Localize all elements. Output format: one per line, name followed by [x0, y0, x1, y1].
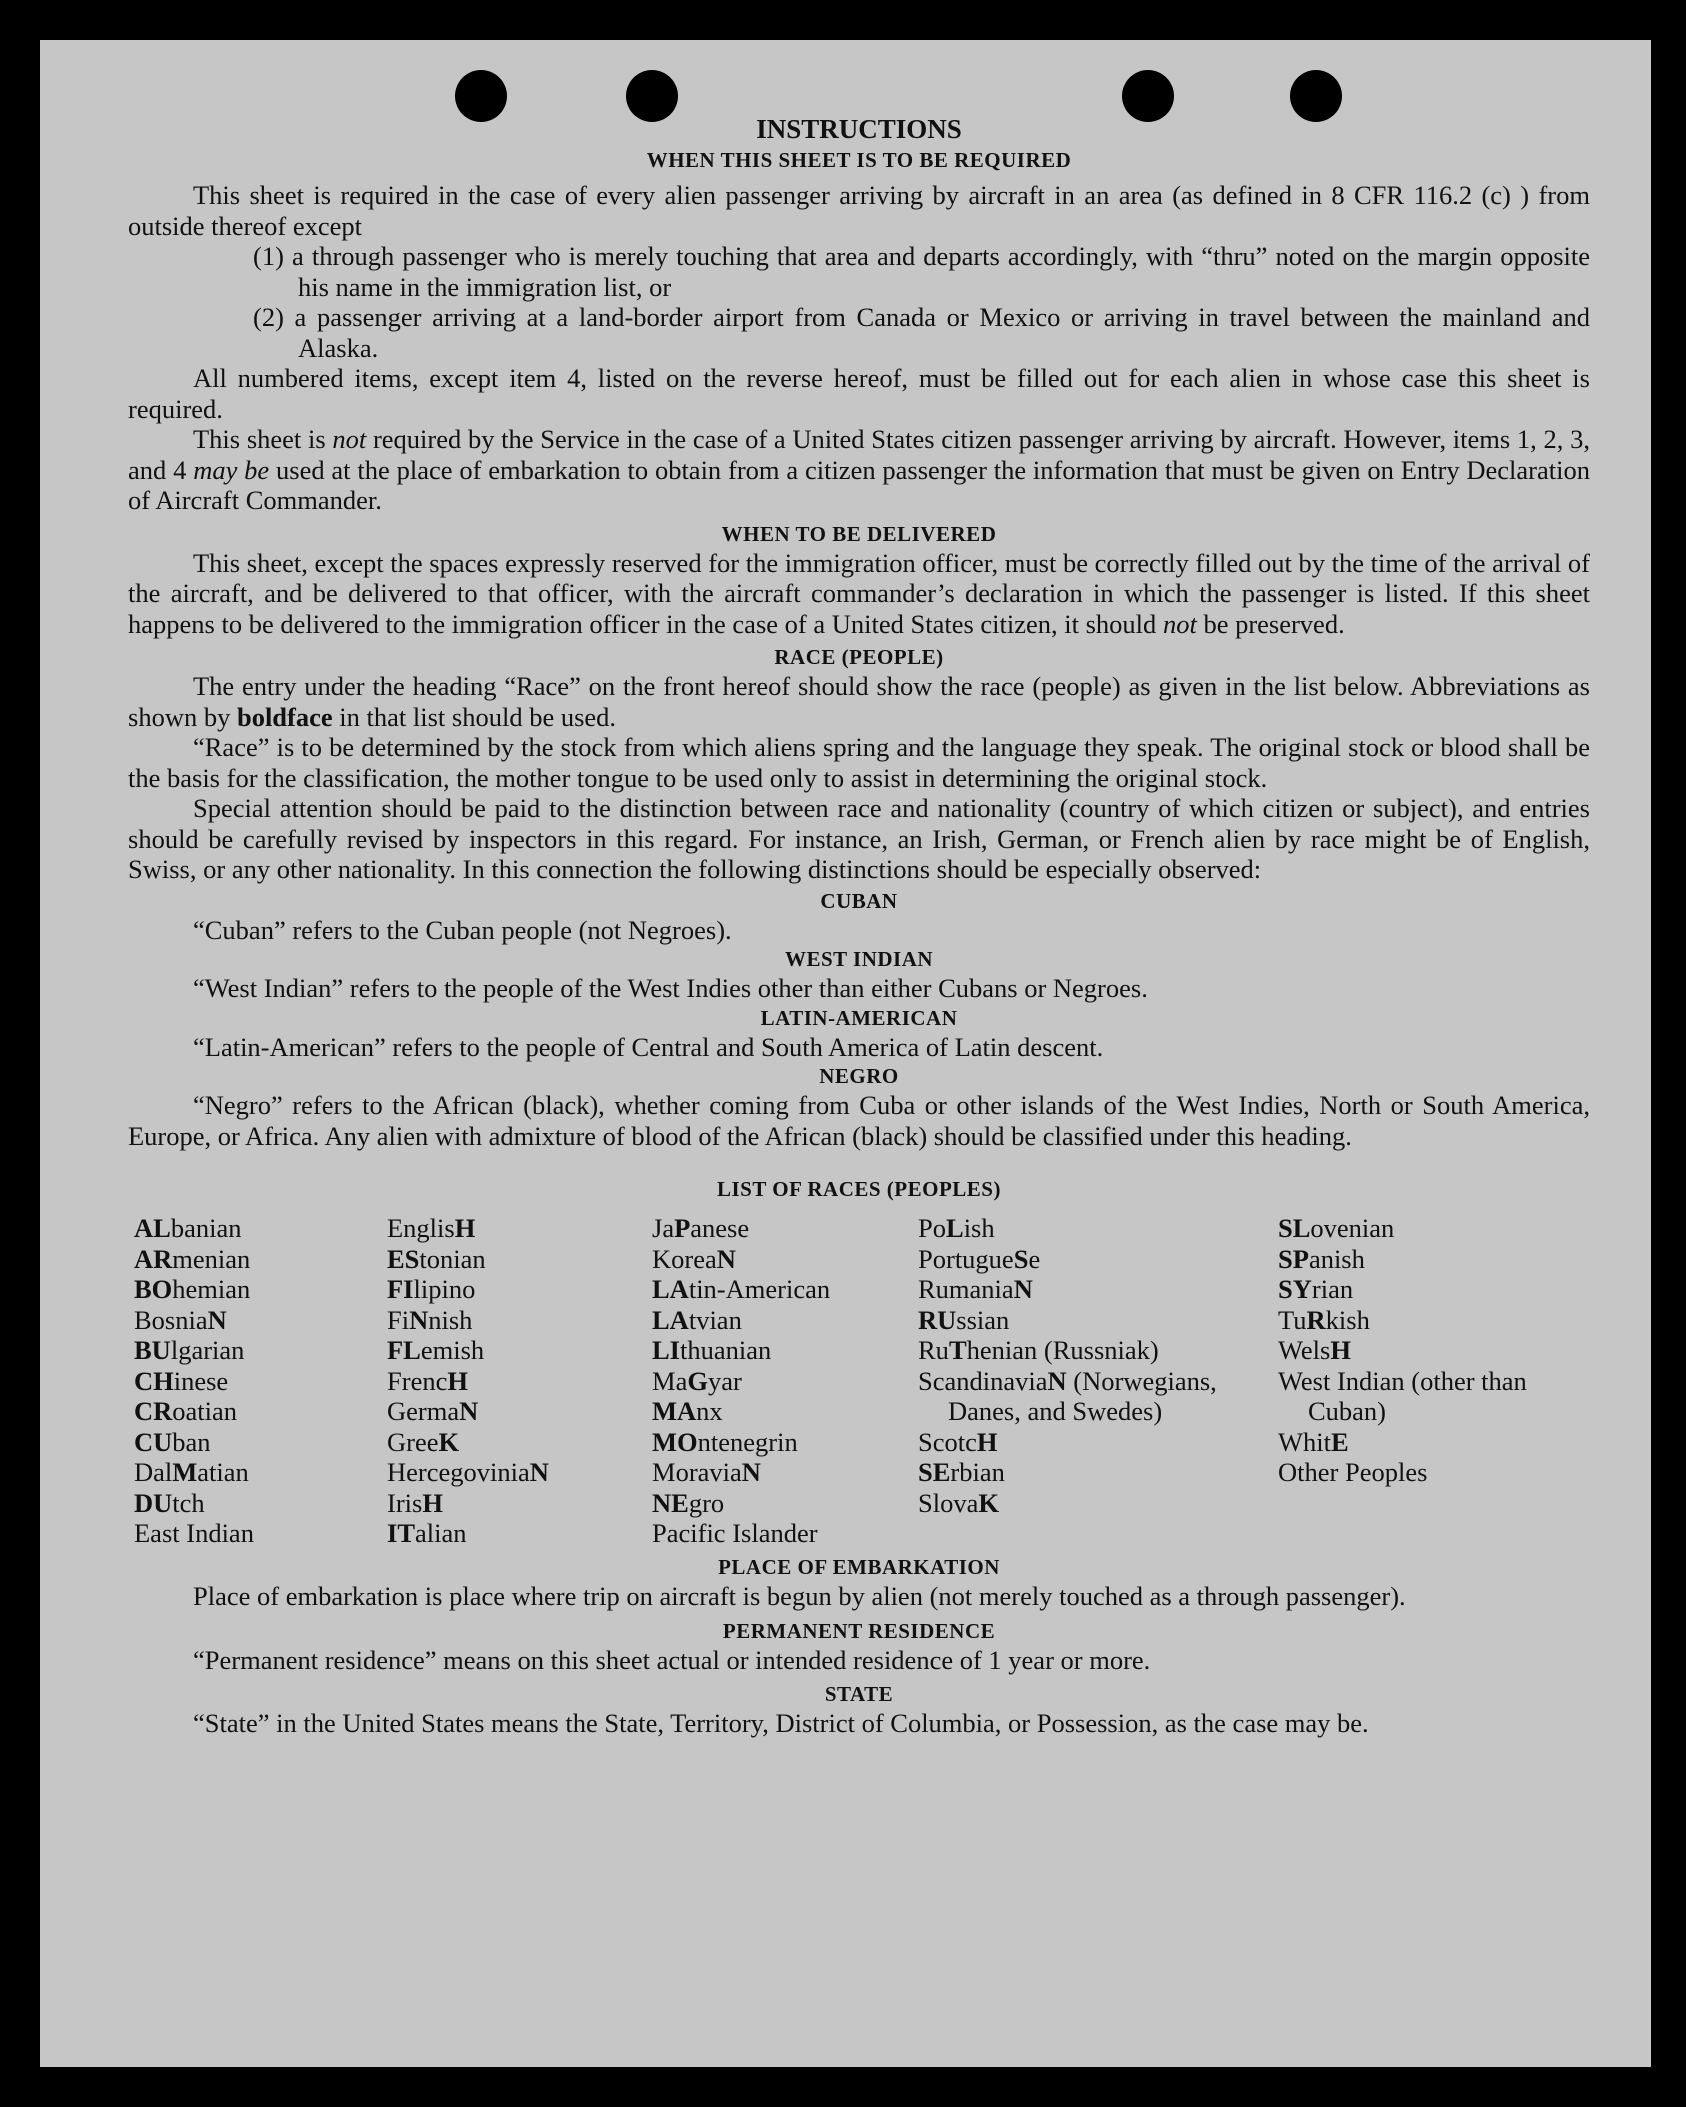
race-item: GermaN: [387, 1396, 479, 1426]
race-item: CHinese: [134, 1365, 229, 1396]
races-column: [652, 1213, 918, 1549]
race-item: SYrian: [1278, 1274, 1354, 1304]
heading-embarkation: PLACE OF EMBARKATION: [718, 1554, 1000, 1579]
heading-cuban: CUBAN: [820, 888, 898, 913]
paragraph: “West Indian” refers to the people of the West Indies other than either Cubans or Negroes.: [193, 973, 1148, 1003]
heading-west-indian: WEST INDIAN: [784, 947, 934, 971]
paragraph: The entry under the heading “Race” on the front hereof should show the race (people) as given in the list below. Abbreviations as shown by boldface in that list should be used.: [128, 671, 1590, 732]
race-item: SErbian: [918, 1457, 1005, 1487]
race-item: KoreaN: [652, 1243, 736, 1274]
race-item: FiNnish: [387, 1304, 473, 1335]
race-item: ITalian: [387, 1518, 467, 1548]
race-item: Pacific Islander: [652, 1518, 818, 1548]
race-item: TuRkish: [1278, 1304, 1370, 1335]
race-item: SLovenian: [1278, 1213, 1395, 1243]
race-item: DalMatian: [134, 1457, 249, 1487]
race-item: JaPanese: [652, 1213, 750, 1243]
exception-item-2: (2) a passenger arriving at a land-border airport from Canada or Mexico or arriving in travel between the mainland and Alaska.: [253, 302, 1590, 363]
race-item: ScotcH: [918, 1426, 998, 1457]
race-item: WelsH: [1278, 1335, 1351, 1365]
race-item: MoraviaN: [652, 1457, 761, 1487]
race-item: DUtch: [134, 1487, 205, 1518]
race-item: PoLish: [918, 1213, 995, 1243]
paragraph: Place of embarkation is place where trip on aircraft is begun by alien (not merely touched as a through passenger).: [193, 1580, 1406, 1611]
race-item: BosniaN: [134, 1304, 227, 1335]
race-item: MaGyar: [652, 1365, 742, 1396]
races-column: [918, 1213, 1278, 1549]
paragraph: “State” in the United States means the State, Territory, District of Columbia, or Possession, as the case may be.: [193, 1707, 1369, 1738]
race-item: RUssian: [918, 1304, 1010, 1335]
races-list: [134, 1213, 1590, 1549]
race-item: GreeK: [387, 1426, 460, 1457]
race-item: FIlipino: [387, 1274, 476, 1304]
race-item: LAtvian: [652, 1304, 742, 1335]
race-item: East Indian: [134, 1518, 254, 1548]
races-column: [134, 1213, 387, 1549]
race-item: SlovaK: [918, 1487, 999, 1518]
race-item: RuThenian (Russniak): [918, 1335, 1159, 1365]
paragraph: “Cuban” refers to the Cuban people (not Negroes).: [193, 914, 732, 945]
race-item: BOhemian: [134, 1274, 251, 1304]
race-item: LIthuanian: [652, 1335, 772, 1365]
race-item: HercegoviniaN: [387, 1457, 549, 1487]
paragraph: “Permanent residence” means on this sheet actual or intended residence of 1 year or more.: [193, 1645, 1151, 1675]
document-sheet: [40, 40, 1651, 2067]
heading-negro: NEGRO: [819, 1064, 899, 1088]
heading-when-delivered: WHEN TO BE DELIVERED: [721, 521, 997, 546]
races-column: [1278, 1213, 1578, 1549]
race-item: LAtin-American: [652, 1274, 831, 1304]
paragraph: “Race” is to be determined by the stock from which aliens spring and the language they speak. The original stock or blood shall be the basis for the classification, the mother tongue to be used only to assist in determining the original stock.: [128, 732, 1590, 793]
heading-state: STATE: [824, 1681, 894, 1706]
race-item: Other Peoples: [1278, 1457, 1428, 1487]
heading-race: RACE (PEOPLE): [774, 645, 944, 669]
race-item: BUlgarian: [134, 1335, 245, 1365]
paragraph: “Negro” refers to the African (black), whether coming from Cuba or other islands of the West Indies, North or South America, Europe, or Africa. Any alien with admixture of blood of the African (black) should be classified under this heading.: [128, 1090, 1590, 1151]
race-item: EStonian: [387, 1243, 486, 1274]
race-item: EnglisH: [387, 1213, 476, 1243]
race-item: CUban: [134, 1426, 211, 1457]
race-item: CRoatian: [134, 1396, 238, 1426]
paragraph: This sheet is not required by the Service in the case of a United States citizen passenger arriving by aircraft. However, items 1, 2, 3, and 4 may be used at the place of embarkation to obtain from a citizen passenger the information that must be given on Entry Declaration of Aircraft Commander.: [128, 424, 1590, 515]
race-item: SPanish: [1278, 1243, 1365, 1274]
heading-latin-american: LATIN-AMERICAN: [760, 1005, 958, 1030]
instructions-content: [128, 112, 1590, 1738]
paragraph: “Latin-American” refers to the people of Central and South America of Latin descent.: [193, 1031, 1104, 1062]
race-item: FrencH: [387, 1365, 468, 1396]
heading-list-of-races: LIST OF RACES (PEOPLES): [717, 1177, 1001, 1201]
exception-item-1: (1) a through passenger who is merely touching that area and departs accordingly, with “thru” noted on the margin opposite his name in the immigration list, or: [253, 241, 1590, 302]
race-item: PortugueSe: [918, 1243, 1041, 1274]
paragraph: This sheet is required in the case of every alien passenger arriving by aircraft in an area (as defined in 8 CFR 116.2 (c) ) from outside thereof except: [128, 180, 1590, 241]
races-column: [387, 1213, 652, 1549]
race-item: West Indian (other than Cuban): [1278, 1365, 1527, 1426]
race-item: IrisH: [387, 1487, 443, 1518]
heading-when-required: WHEN THIS SHEET IS TO BE REQUIRED: [646, 148, 1072, 172]
race-item: NEgro: [652, 1487, 725, 1518]
race-item: RumaniaN: [918, 1274, 1033, 1304]
paragraph: Special attention should be paid to the distinction between race and nationality (country of which citizen or subject), and entries should be carefully revised by inspectors in this regard. For instance, an Irish, German, or French alien by race might be of English, Swiss, or any other nationality. In this connection the following distinctions should be especially observed:: [128, 793, 1590, 884]
race-item: MOntenegrin: [652, 1426, 798, 1457]
race-item: MAnx: [652, 1396, 723, 1426]
paragraph: This sheet, except the spaces expressly reserved for the immigration officer, must be correctly filled out by the time of the arrival of the aircraft, and be delivered to that officer, with the aircraft commander’s declaration in which the passenger is listed. If this sheet happens to be delivered to the immigration officer in the case of a United States citizen, it should not be preserved.: [128, 547, 1590, 639]
race-item: ALbanian: [134, 1213, 242, 1243]
heading-permanent-residence: PERMANENT RESIDENCE: [722, 1619, 996, 1643]
race-item: ARmenian: [134, 1243, 251, 1274]
race-item: WhitE: [1278, 1426, 1349, 1457]
race-item: ScandinaviaN (Norwegians, Danes, and Swedes): [918, 1365, 1217, 1426]
instructions-title: INSTRUCTIONS: [756, 114, 962, 144]
paragraph: All numbered items, except item 4, listed on the reverse hereof, must be filled out for each alien in whose case this sheet is required.: [128, 363, 1590, 424]
race-item: FLemish: [387, 1335, 485, 1365]
